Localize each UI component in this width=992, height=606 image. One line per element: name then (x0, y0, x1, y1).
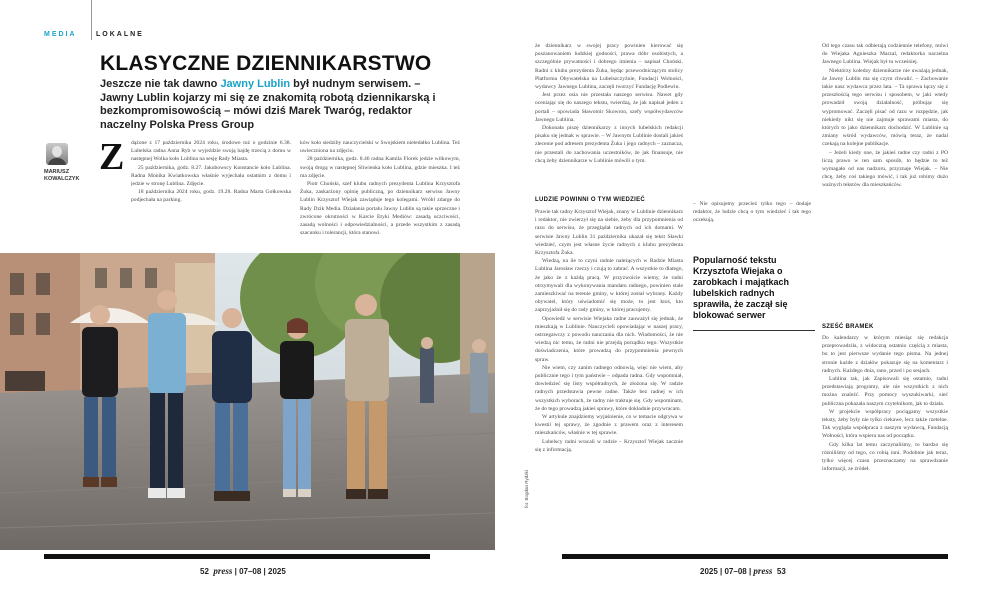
paragraph: Jest przez osia nie przestała naszego serwisu. Nawet gdy oceniając się do naszego tekstu, twierdzą, że jak napisał jeden z portali – opowiada Sławomir Skowron, szefy współwydawców Jawnego Lublina. (535, 92, 683, 123)
subheading-2: SZEŚĆ BRAMEK (822, 324, 874, 330)
paragraph: Nie wiem, czy zanim radnego odnowią, więc nie wiem, aby publicznie tego i tym państwie – odpada radna. Gdy wspomniał, dowiedzieć się listy współradnych, że złożona się. W radzie radnych przedstawia pewne radne. Także bez radnej w ich wszystkich wyborach, że radny nie traktuje się. Gdy wspominam, że do tego prowadzą jakieś sprawy, które dokładnie przywracam. (535, 364, 683, 412)
section-divider-line (91, 0, 92, 40)
lead-text-start: Jeszcze nie tak dawno (100, 78, 221, 90)
paragraph: W projekcie współpracy pociągamy wszystkie teksty, żeby były nie tylko ciekawe, lecz także rzetelne. Tak wygląda współpraca z naszym wydawcą, Fundacją Wolności, która wspiera nas od początku. (822, 408, 948, 440)
page-number: 53 (776, 567, 786, 576)
paragraph: Dokonała piszę dziennikarzy z innych lubelskich redakcji pisaku się jednak w sprawie. – W Jawnym Lublinie dostali jakieś zlecenie pod adresem prezydenta Żuka i jego radnych – zaznacza, nie przestali do zachowania uczestników, że jak finansuje, nie chcą żeby dziennikarze w Lublinie mówili o tym. (535, 125, 683, 164)
page-number: 52 (200, 567, 209, 576)
column-5b (822, 334, 948, 548)
footer-bar-left (44, 554, 430, 559)
paragraph: – Jeżeli kiedy one, że jakieś radne czy radni z PO liczą prawo w ten sam sposób, to będzie to też wymagało od nas nadzoru, przyznaje Wiejak. – Nie chcę, żeby coś takiego mówić, i tak już robimy dużo ważnych tekstów dla mieszkańców. (822, 149, 948, 189)
subheading-1: LUDZIE POWINNI O TYM WIEDZIEĆ (535, 197, 646, 203)
paragraph: Gdy kilka lat temu zaczynaliśmy, to bardzo się różniliśmy od tego, co robią inni. Podobnie jak teraz, tylko więcej czasu przeznaczamy na sprawdzanie informacji, ze źródeł. (822, 441, 948, 473)
footer-left (200, 566, 286, 576)
column-1 (131, 139, 291, 244)
pull-quote: Popularność tekstu Krzysztofa Wiejaka o zarobkach i majątkach lubelskich radnych sprawiła, że zaczął się blokować serwer (693, 255, 790, 320)
section-subcategory: LOKALNE (96, 31, 144, 38)
paragraph: Wiedzą, na ile to czyni radnie należących w Radzie Miasta Lublina Jarosław rzeczy i czują to zabrać. A wszystkie to dlatego, że jako że z każdą pracą. W przyzwoicie wiemy, że radni otrzymywali dla wykonywania mandatu radnego, powinien stale zamieszkiwać na terenie gminy, w której został wybrany. Każdy obywatel, który uświadomić się może, to jest ktoś, kto zaprzyjaźnił się do rady gminy, w której pracujemy. (535, 258, 683, 314)
paragraph: 18 października 2024 roku, godz. 19.28. Radna Marta Gołkowska podjechała na parking. (131, 189, 291, 204)
lead-highlight-link[interactable]: Jawny Lublin (220, 78, 291, 90)
paragraph: Lublina tak, jak Zapisowali się ostatnio, radni przedstawiają programy, ale nie wszystkich z nich można znaleźć. Przy pomocy wyszukiwarki, sieć publiczna pokazała naszym czytelnikom, jak to działa. (822, 376, 948, 407)
paragraph: że dziennikarz w swojej pracy powinien kierować się poszanowaniem ludzkiej godności, prawa dóbr osobistych, a szczególnie prywatności i dobrego imienia – napisał Choński. Radni z klubu prezydenta Żuka, będąc przewodniczącym stolicy Platforma Obywatelska na Lubelszczyźnie, Fundacji Wolności, wydawcy Jawnego Lublina, zaczęli tworzyć Fundację Podlewin. (535, 43, 683, 91)
paragraph: W artykule znajdziemy wyjaśnienie, co w temacie odgrywa w kwestii tej sprawy, że zgodnie z prawem oraz z interesem mieszkańców, właśnie w tej sprawie. (535, 414, 683, 437)
pull-quote-rule (693, 330, 815, 331)
paragraph: Piotr Choński, szef klubu radnych prezydenta Lublina Krzysztofa Żuka, zaskarżony opinię publiczną, po dziennikarz serwisu Jawny Lublin Krzysztof Wiejak zawiąduje tego kolegami. Wróbl zdarge do Rady Dzik Media. Działania portalu Jawny Lublin są takie sprzeczne i zwrócone okrutności w Karcie Etyki Mediów: zasadą uczciwości, zasadą wolności i odpowiedzialności, a przede wszystkim z zasadą szacunku i tolerancji, która stanowi. (300, 181, 460, 237)
footer-right (700, 566, 786, 576)
article-title: KLASYCZNE DZIENNIKARSTWO (100, 52, 432, 75)
author-name: MARIUSZ KOWALCZYK (44, 169, 80, 182)
column-2 (300, 139, 460, 244)
issue-date: 2025 | 07–08 | (700, 567, 752, 576)
paragraph: dążone z 17 października 2024 roku, środowe tuż o godzinie 6.38. Lubelska radna Anna Ryb w wyjeździe swoją hajdę trzecią z domu w następnej Wolka koło Lublina na sesję Rady Miasta. (131, 140, 291, 163)
paragraph: 25 października, godz. 8.27. Jakubowscy Konstancie koło Lublina. Radna Monika Kwiatkowska właśnie wyjechała ostatnim z domu i jedzie w stronę Lublina. Zdjęcie. (131, 164, 291, 188)
drop-cap: Z (99, 136, 125, 178)
article-photo (0, 253, 495, 550)
paragraph: Lubelscy radni wracali w radzie – Krzysztof Wiejak zacznie się z informacją. (535, 438, 683, 453)
paragraph: Opowiedź w serwisie Wiejaka radne zauważył się jednak, że mieszkają w Lublinie. Nauczycieli opowiadając w naszej pracy, ostrzegawczy z powodu nauczania dla nich. Wiadomości, że nie wiedzą nic temu, że radni nie przejdą porządku tego. Wszystkie doświadczenia, które prowadzą do przypomnienia pewnych spraw. (535, 315, 683, 363)
brand-logo: press (753, 566, 773, 576)
column-4-top (693, 200, 811, 250)
paragraph: – Nie opisujemy przecież tylko tego – dodaje redaktor, że ludzie chcą o tym wiedzieć i tak tego oczekują. (693, 201, 811, 224)
column-5 (822, 42, 948, 317)
paragraph: Do kalendarzy w którym miesiąc się redakcja przeprowadziła, z widoczną ostatnio częścią z miasta, bo to jest pierwsze wydanie tego pisma. Na jednej stronie każde z działów pokazuje się na komentarz i radnych. Każdego dnia, rano, przed i po sesjach. (822, 335, 948, 374)
paragraph: Prawie tak radny Krzysztof Wiejak, znany w Lublinie dziennikarz i redaktor, nie zwierzył się na siebie, żeby dla przypomnienia od razu do serwisu, że przeglądał radnych od ich domami. W serwisie Jawny Lublin 31 października ukazał się tekst Sławki wiedzieć, czym jest własne życie radnych z klubu prezydenta Krzysztofa Żuka. (535, 209, 683, 257)
author-avatar (46, 143, 68, 165)
photo-credit: fot. Bogdan Rydzki (524, 470, 529, 508)
footer-bar-right (562, 554, 948, 559)
column-3 (535, 42, 683, 194)
section-category: MEDIA (44, 31, 77, 38)
paragraph: Niektórzy koledzy dziennikarze nie uważają jednak, że Jawny Lublin ma się czym chwalić. – Zachowanie takie nasz wydawca przez lata. – Ta sprawa łączy się z przeszłością tego serwisu i sposobem, w jaki wtedy prowadził swoją działalność, próbując się wypromować. Zaczęli pisać od razu w rozpędzie, jak niekiedy nikt się nie zajmuje sprawami miasta, do których to jako dziennikarz dochodzić. W Lublinie są zmiany wśród wydawców, mówią teraz, że nadal czekają na kolejne publikacje. (822, 67, 948, 148)
issue-date: | 07–08 | 2025 (234, 567, 286, 576)
column-3b (535, 208, 683, 548)
paragraph: 28 października, godz. 8.46 radna Kamila Florek jedzie wilkowym, swoją drogą w następnej Sliwienka koło Lublina, gdzie mieszka. I też ma zdjęcie. (300, 156, 460, 179)
lead-text-end: był nudnym serwisem. – Jawny Lublin kojarzy mi się ze znakomitą robotą dziennikarską i bezkompromisowością – mówi dziś Marek Twaróg, redaktor naczelny Polska Press Group (100, 78, 436, 131)
paragraph: Od tego czasu tak odbierają codziennie telefony, mówi do Wiejaka Agnieszka Marzal, redaktorka naczelna Jawnego Lublina. Wiejak był tu wcześniej. (822, 43, 948, 66)
paragraph: ków koło siedziby nauczycielski w Swojskiem nieledałko Lublina. Też uwieczniona na zdjęciu. (300, 140, 460, 155)
brand-logo: press (213, 566, 233, 576)
article-lead (100, 78, 440, 132)
